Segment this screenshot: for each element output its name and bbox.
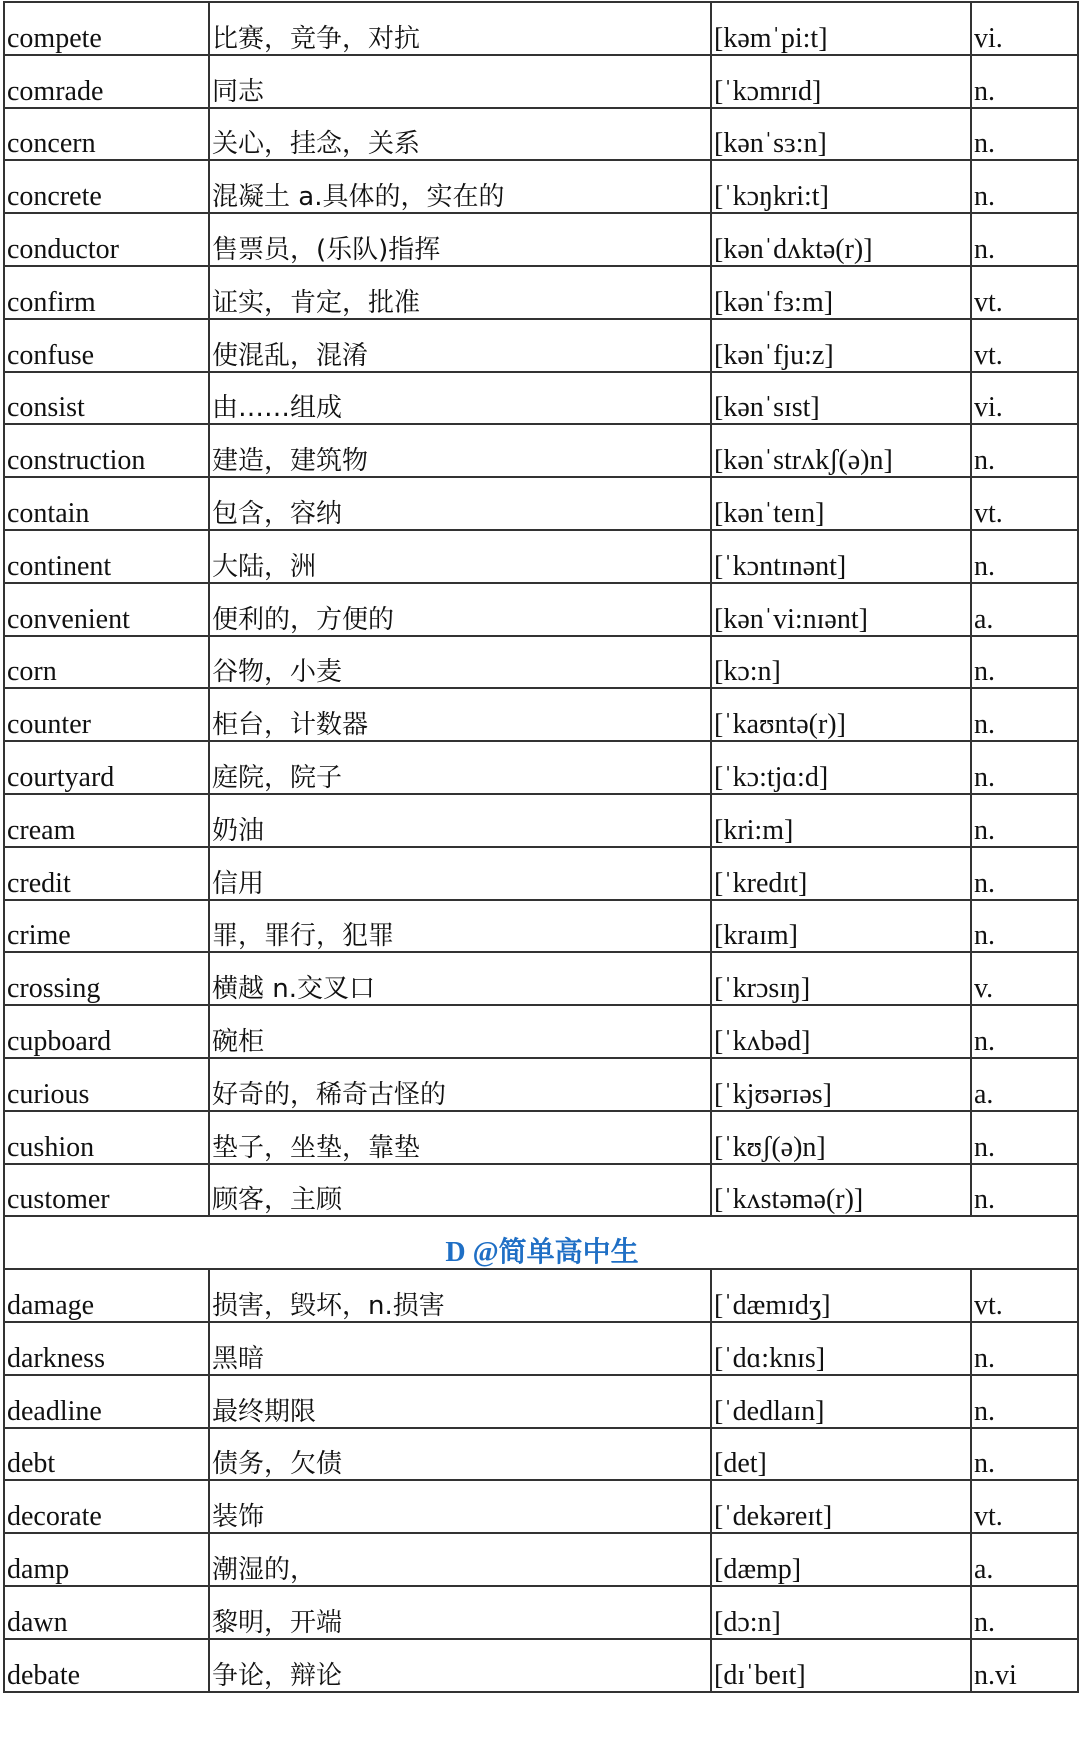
- word-cell: consist: [4, 372, 209, 425]
- meaning-cell: 便利的，方便的: [209, 583, 711, 636]
- phonetic-cell: [ˈdæmɪdʒ]: [711, 1269, 971, 1322]
- phonetic-cell: [dɪˈbeɪt]: [711, 1639, 971, 1692]
- table-row: [4, 1375, 1078, 1428]
- part-of-speech-cell: vt.: [971, 1269, 1078, 1322]
- phonetic-cell: [ˈdedlaɪn]: [711, 1375, 971, 1428]
- part-of-speech-cell: n.: [971, 688, 1078, 741]
- word-cell: continent: [4, 530, 209, 583]
- phonetic-cell: [kɔ:n]: [711, 636, 971, 689]
- meaning-cell: 谷物，小麦: [209, 636, 711, 689]
- table-row: [4, 1639, 1078, 1692]
- word-cell: customer: [4, 1164, 209, 1217]
- table-row: [4, 1164, 1078, 1217]
- part-of-speech-cell: a.: [971, 583, 1078, 636]
- meaning-cell: 使混乱，混淆: [209, 319, 711, 372]
- meaning-cell: 横越 n.交叉口: [209, 952, 711, 1005]
- phonetic-cell: [ˈkɔntɪnənt]: [711, 530, 971, 583]
- table-row: [4, 636, 1078, 689]
- phonetic-cell: [ˈkʊʃ(ə)n]: [711, 1111, 971, 1164]
- word-cell: crime: [4, 900, 209, 953]
- meaning-cell: 顾客，主顾: [209, 1164, 711, 1217]
- phonetic-cell: [kəmˈpi:t]: [711, 2, 971, 55]
- word-cell: concrete: [4, 160, 209, 213]
- table-row: [4, 530, 1078, 583]
- word-cell: dawn: [4, 1586, 209, 1639]
- meaning-cell: 建造，建筑物: [209, 424, 711, 477]
- word-cell: cupboard: [4, 1005, 209, 1058]
- part-of-speech-cell: n.: [971, 1322, 1078, 1375]
- part-of-speech-cell: a.: [971, 1533, 1078, 1586]
- part-of-speech-cell: n.: [971, 213, 1078, 266]
- meaning-cell: 售票员，(乐队)指挥: [209, 213, 711, 266]
- phonetic-cell: [ˈkredɪt]: [711, 847, 971, 900]
- phonetic-cell: [kənˈfɜ:m]: [711, 266, 971, 319]
- table-row: [4, 108, 1078, 161]
- word-cell: courtyard: [4, 741, 209, 794]
- word-cell: contain: [4, 477, 209, 530]
- part-of-speech-cell: vi.: [971, 372, 1078, 425]
- meaning-cell: 奶油: [209, 794, 711, 847]
- part-of-speech-cell: n.: [971, 1428, 1078, 1481]
- part-of-speech-cell: n.: [971, 794, 1078, 847]
- word-cell: confuse: [4, 319, 209, 372]
- phonetic-cell: [ˈkɔmrɪd]: [711, 55, 971, 108]
- section-header: D @简单高中生: [4, 1216, 1078, 1269]
- meaning-cell: 潮湿的，: [209, 1533, 711, 1586]
- meaning-cell: 比赛，竞争，对抗: [209, 2, 711, 55]
- meaning-cell: 包含，容纳: [209, 477, 711, 530]
- word-cell: debt: [4, 1428, 209, 1481]
- meaning-cell: 信用: [209, 847, 711, 900]
- part-of-speech-cell: n.: [971, 55, 1078, 108]
- table-row: [4, 1058, 1078, 1111]
- word-cell: damage: [4, 1269, 209, 1322]
- part-of-speech-cell: vt.: [971, 477, 1078, 530]
- meaning-cell: 债务，欠债: [209, 1428, 711, 1481]
- table-row: [4, 55, 1078, 108]
- word-cell: confirm: [4, 266, 209, 319]
- meaning-cell: 好奇的，稀奇古怪的: [209, 1058, 711, 1111]
- table-row: [4, 266, 1078, 319]
- phonetic-cell: [kənˈsɜ:n]: [711, 108, 971, 161]
- table-row: [4, 847, 1078, 900]
- table-row: [4, 900, 1078, 953]
- phonetic-cell: [kənˈsɪst]: [711, 372, 971, 425]
- meaning-cell: 黎明，开端: [209, 1586, 711, 1639]
- word-cell: decorate: [4, 1480, 209, 1533]
- table-row: [4, 213, 1078, 266]
- table-row: [4, 794, 1078, 847]
- part-of-speech-cell: v.: [971, 952, 1078, 1005]
- part-of-speech-cell: vt.: [971, 266, 1078, 319]
- phonetic-cell: [ˈkʌstəmə(r)]: [711, 1164, 971, 1217]
- phonetic-cell: [kənˈdʌktə(r)]: [711, 213, 971, 266]
- phonetic-cell: [ˈkjʊərɪəs]: [711, 1058, 971, 1111]
- phonetic-cell: [ˈdɑ:knɪs]: [711, 1322, 971, 1375]
- word-cell: cushion: [4, 1111, 209, 1164]
- word-cell: construction: [4, 424, 209, 477]
- word-cell: credit: [4, 847, 209, 900]
- phonetic-cell: [ˈkaʊntə(r)]: [711, 688, 971, 741]
- meaning-cell: 证实，肯定，批准: [209, 266, 711, 319]
- word-cell: deadline: [4, 1375, 209, 1428]
- phonetic-cell: [ˈkɔ:tjɑ:d]: [711, 741, 971, 794]
- meaning-cell: 损害，毁坏，n.损害: [209, 1269, 711, 1322]
- meaning-cell: 黑暗: [209, 1322, 711, 1375]
- phonetic-cell: [ˈkɔŋkri:t]: [711, 160, 971, 213]
- table-row: [4, 688, 1078, 741]
- part-of-speech-cell: n.: [971, 108, 1078, 161]
- table-row: [4, 1428, 1078, 1481]
- phonetic-cell: [kri:m]: [711, 794, 971, 847]
- part-of-speech-cell: n.: [971, 530, 1078, 583]
- table-row: [4, 741, 1078, 794]
- part-of-speech-cell: n.: [971, 160, 1078, 213]
- table-row: [4, 372, 1078, 425]
- part-of-speech-cell: n.: [971, 1111, 1078, 1164]
- table-row: [4, 477, 1078, 530]
- phonetic-cell: [dæmp]: [711, 1533, 971, 1586]
- table-row: [4, 1480, 1078, 1533]
- phonetic-cell: [kənˈvi:nɪənt]: [711, 583, 971, 636]
- word-cell: concern: [4, 108, 209, 161]
- meaning-cell: 争论，辩论: [209, 1639, 711, 1692]
- part-of-speech-cell: n.: [971, 1375, 1078, 1428]
- phonetic-cell: [ˈdekəreɪt]: [711, 1480, 971, 1533]
- part-of-speech-cell: n.vi: [971, 1639, 1078, 1692]
- word-cell: convenient: [4, 583, 209, 636]
- word-cell: comrade: [4, 55, 209, 108]
- phonetic-cell: [kənˈstrʌkʃ(ə)n]: [711, 424, 971, 477]
- part-of-speech-cell: vi.: [971, 2, 1078, 55]
- meaning-cell: 碗柜: [209, 1005, 711, 1058]
- part-of-speech-cell: n.: [971, 1586, 1078, 1639]
- meaning-cell: 罪，罪行，犯罪: [209, 900, 711, 953]
- table-row: [4, 424, 1078, 477]
- vocabulary-table-body: [4, 2, 1078, 1692]
- part-of-speech-cell: n.: [971, 741, 1078, 794]
- part-of-speech-cell: n.: [971, 847, 1078, 900]
- table-row: [4, 160, 1078, 213]
- table-row: [4, 1005, 1078, 1058]
- table-row: [4, 1586, 1078, 1639]
- table-row: [4, 319, 1078, 372]
- phonetic-cell: [ˈkrɔsɪŋ]: [711, 952, 971, 1005]
- table-row: [4, 583, 1078, 636]
- word-cell: debate: [4, 1639, 209, 1692]
- word-cell: cream: [4, 794, 209, 847]
- table-row: [4, 1322, 1078, 1375]
- word-cell: darkness: [4, 1322, 209, 1375]
- phonetic-cell: [dɔ:n]: [711, 1586, 971, 1639]
- meaning-cell: 关心，挂念，关系: [209, 108, 711, 161]
- word-cell: counter: [4, 688, 209, 741]
- table-row: [4, 952, 1078, 1005]
- part-of-speech-cell: vt.: [971, 1480, 1078, 1533]
- phonetic-cell: [det]: [711, 1428, 971, 1481]
- part-of-speech-cell: n.: [971, 900, 1078, 953]
- phonetic-cell: [kraɪm]: [711, 900, 971, 953]
- part-of-speech-cell: n.: [971, 636, 1078, 689]
- word-cell: corn: [4, 636, 209, 689]
- meaning-cell: 大陆，洲: [209, 530, 711, 583]
- table-row: [4, 1533, 1078, 1586]
- phonetic-cell: [kənˈteɪn]: [711, 477, 971, 530]
- meaning-cell: 由……组成: [209, 372, 711, 425]
- word-cell: damp: [4, 1533, 209, 1586]
- meaning-cell: 混凝土 a.具体的，实在的: [209, 160, 711, 213]
- phonetic-cell: [ˈkʌbəd]: [711, 1005, 971, 1058]
- part-of-speech-cell: n.: [971, 1164, 1078, 1217]
- meaning-cell: 垫子，坐垫，靠垫: [209, 1111, 711, 1164]
- vocabulary-table: [3, 1, 1079, 1693]
- part-of-speech-cell: a.: [971, 1058, 1078, 1111]
- table-row: [4, 1111, 1078, 1164]
- meaning-cell: 最终期限: [209, 1375, 711, 1428]
- meaning-cell: 装饰: [209, 1480, 711, 1533]
- word-cell: conductor: [4, 213, 209, 266]
- phonetic-cell: [kənˈfju:z]: [711, 319, 971, 372]
- part-of-speech-cell: vt.: [971, 319, 1078, 372]
- meaning-cell: 柜台，计数器: [209, 688, 711, 741]
- table-row: [4, 2, 1078, 55]
- word-cell: compete: [4, 2, 209, 55]
- part-of-speech-cell: n.: [971, 1005, 1078, 1058]
- section-header-row: [4, 1216, 1078, 1269]
- word-cell: curious: [4, 1058, 209, 1111]
- meaning-cell: 同志: [209, 55, 711, 108]
- part-of-speech-cell: n.: [971, 424, 1078, 477]
- meaning-cell: 庭院，院子: [209, 741, 711, 794]
- word-cell: crossing: [4, 952, 209, 1005]
- table-row: [4, 1269, 1078, 1322]
